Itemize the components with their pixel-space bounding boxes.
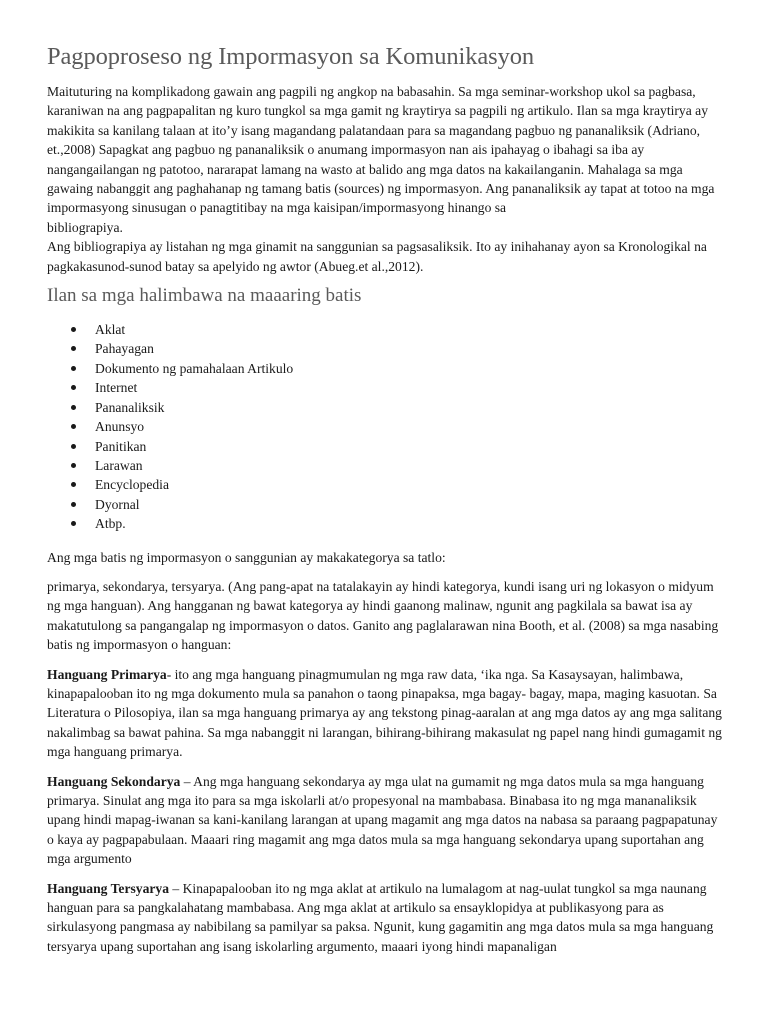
categories-lead: Ang mga batis ng impormasyon o sanggunian ay makakategorya sa tatlo: [47, 549, 446, 565]
primarya-text: - ito ang mga hanguang pinagmumulan ng mga raw data, ‘ika nga. Sa Kasaysayan, halimbawa, kinapapalooban ito ng mga dokumento mula sa panahon o taong pinapaksa, mga bagay- bagay, mapa, maging kasuotan. Sa Literatura o Pilosopiya, ilan sa mga hanguang primarya ay ang tekstong pinag-aaralan at ang mga datos ay ang mga salitang nakalimbag sa bawat pahina. Sa mga nabanggit ni larangan, bihirang-bihirang makasulat ng papel nang hindi gumagamit ng mga hanguang primarya. [47, 666, 722, 760]
list-item: Dokumento ng pamahalaan Artikulo [71, 359, 726, 378]
sources-list [47, 320, 726, 533]
page-title: Pagpoproseso ng Impormasyon sa Komunikasyon [47, 43, 535, 70]
list-item: Dyornal [71, 495, 726, 514]
categories-paragraph: primarya, sekondarya, tersyarya. (Ang pang-apat na tatalakayin ay hindi kategorya, kundi isang uri ng lokasyon o midyum ng mga hanguan). Ang hangganan ng bawat kategorya ay hindi gaanong malinaw, ngunit ang pagkilala sa bawat isa ay makatutulong sa pangangalap ng impormasyon o datos. Ganito ang paglalarawan nina Booth, et al. (2008) sa mga nasabing batis ng impormasyon o hanguan: [47, 578, 719, 653]
list-item: Atbp. [71, 514, 726, 533]
list-item: Pahayagan [71, 339, 726, 358]
list-item: Internet [71, 378, 726, 397]
bibliography-paragraph: Ang bibliograpiya ay listahan ng mga ginamit na sanggunian sa pagsasaliksik. Ito ay inihahanay ayon sa Kronologikal na pagkakasunod-sunod batay sa apelyido ng awtor (Abueg.et al.,2012). [47, 239, 707, 274]
tersyarya-text: – Kinapapalooban ito ng mga aklat at artikulo na lumalagom at nag-uulat tungkol sa mga naunang hanguan para sa pangkalahatang mambabasa. Ang mga aklat at artikulo sa ensayklopidya at publikasyong para as sirkulasyong pangmasa ay nabibilang sa pamilyar sa paksa. Ngunit, kung gagamitin ang mga datos mula sa mga hanguang tersyarya upang suportahan ang isang iskolarling argumento, maaari iyong hindi mapanaligan [47, 880, 714, 954]
sekondarya-text: – Ang mga hanguang sekondarya ay mga ulat na gumamit ng mga datos mula sa mga hanguang primarya. Sinulat ang mga ito para sa mga iskolarli at/o propesyonal na mambabasa. Binabasa ito ng mga mananaliksik upang hindi mapag-iwanan sa kani-kanilang larangan at upang magamit ang mga datos na nabasa sa paraang pagpapatunay o kaya ay pagpapabulaan. Maaari ring magamit ang mga datos mula sa mga hanguang sekondarya upang suportahan ang mga argumento [47, 773, 718, 867]
tersyarya-term: Hanguang Tersyarya [47, 880, 169, 896]
list-item: Anunsyo [71, 417, 726, 436]
intro-section [47, 82, 726, 276]
intro-paragraph: Maituturing na komplikadong gawain ang pagpili ng angkop na babasahin. Sa mga seminar-workshop ukol sa pagbasa, karaniwan na ang pagpapalitan ng kuro tungkol sa mga gamit ng kraytirya sa pagpili ng artikulo. Ilan sa mga kraytirya ay makikita sa kanilang talaan at ito’y isang magandang palatandaan para sa magandang pagbuo ng pananaliksik (Adriano, et.,2008) Sapagkat ang pagbuo ng pananaliksik o anumang impormasyon nan ais ipahayag o ibahagi sa iba ay nangangailangan ng patotoo, nararapat lamang na wasto at balido ang mga datos na kakailanganin. Mahalaga sa mga gawaing nabanggit ang paghahanap ng tamang batis (sources) ng impormasyon. Ang pananaliksik ay tapat at totoo na mga impormasyong sinusugan o panagtitibay na mga kaisipan/impormasyong hinango sa [47, 84, 715, 216]
tersyarya-definition [47, 879, 726, 957]
list-item: Encyclopedia [71, 475, 726, 494]
list-item: Larawan [71, 456, 726, 475]
sekondarya-term: Hanguang Sekondarya [47, 773, 181, 789]
sources-heading: Ilan sa mga halimbawa na maaaring batis [47, 285, 362, 307]
list-item: Aklat [71, 320, 726, 339]
sekondarya-definition [47, 772, 726, 869]
primarya-term: Hanguang Primarya [47, 666, 167, 682]
primarya-definition [47, 665, 726, 762]
list-item: Pananaliksik [71, 398, 726, 417]
list-item: Panitikan [71, 437, 726, 456]
intro-paragraph-continuation: bibliograpiya. [47, 219, 123, 235]
